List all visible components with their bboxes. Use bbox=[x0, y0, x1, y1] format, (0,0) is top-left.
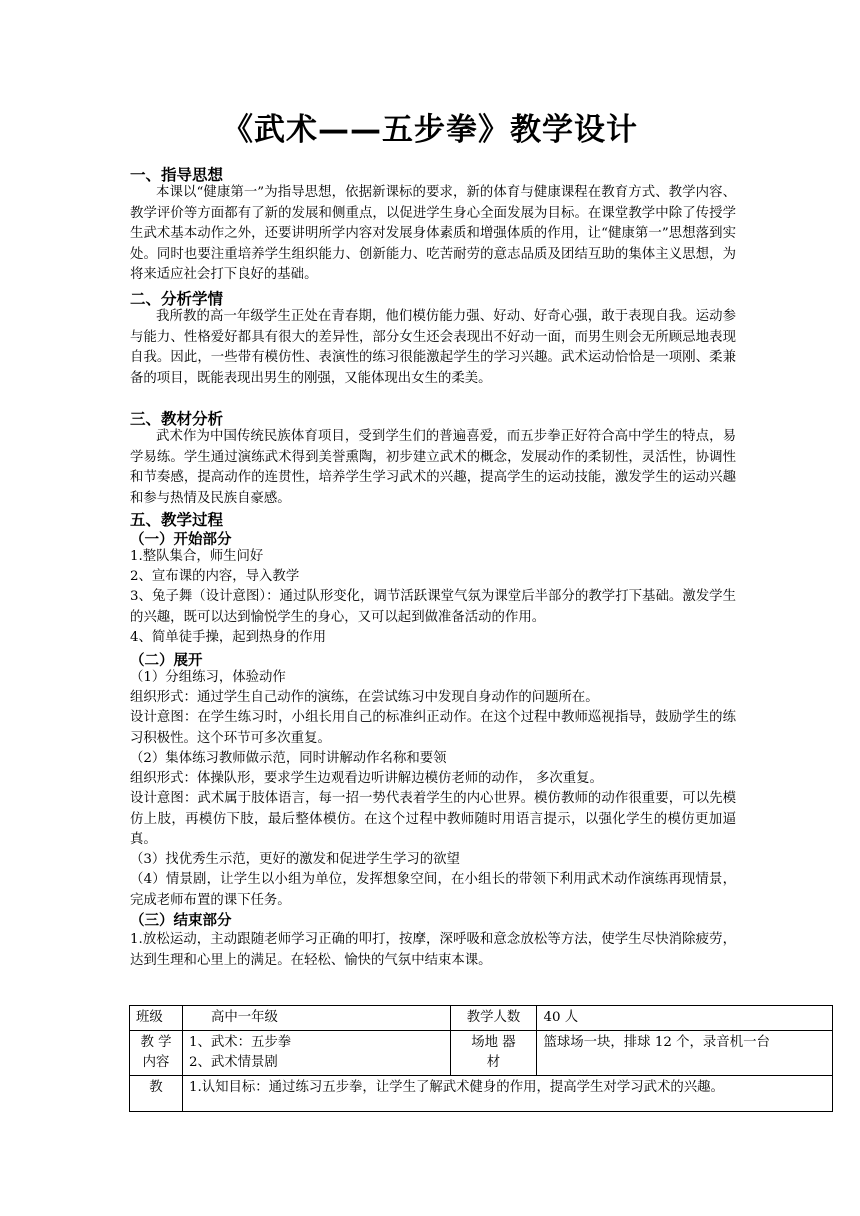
list-item: （1）分组练习，体验动作 bbox=[130, 670, 286, 685]
table-cell-objective-label: 教 bbox=[130, 1076, 183, 1112]
table-cell-equipment-value: 篮球场一块，排球 12 个，录音机一台 bbox=[537, 1031, 833, 1076]
list-item: （4）情景剧，让学生以小组为单位，发挥想象空间，在小组长的带领下利用武术动作演练再现情景，完成老师布置的课下任务。 bbox=[130, 872, 736, 908]
section-heading-teaching-process: 五、教学过程 bbox=[130, 511, 224, 529]
subheading-development: （二）展开 bbox=[130, 653, 203, 669]
lesson-info-table bbox=[129, 1005, 833, 1112]
table-row bbox=[130, 1031, 833, 1076]
table-cell-student-count-value: 40 人 bbox=[537, 1006, 833, 1031]
table-cell-objective-value: 1.认知目标：通过练习五步拳，让学生了解武术健身的作用，提高学生对学习武术的兴趣。 bbox=[182, 1076, 832, 1112]
table-cell-content-value bbox=[182, 1031, 450, 1076]
table-cell-class-label: 班级 bbox=[130, 1006, 183, 1031]
content-line: 1、武术：五步拳 bbox=[188, 1035, 292, 1050]
list-item: 2、宣布课的内容，导入教学 bbox=[130, 569, 300, 584]
list-item: 1.整队集合，师生问好 bbox=[130, 549, 264, 564]
list-item: （2）集体练习教师做示范，同时讲解动作名称和要领 bbox=[130, 751, 447, 766]
paragraph-guiding-thought: 本课以“健康第一”为指导思想，依据新课标的要求，新的体育与健康课程在教育方式、教学内容、教学评价等方面都有了新的发展和侧重点，以促进学生身心全面发展为目标。在课堂教学中除了传授学生武术基本动作之外，还要讲明所学内容对发展身体素质和增强体质的作用，让“健康第一”思想落到实处。同时也要注重培养学生组织能力、创新能力、吃苦耐劳的意志品质及团结互助的集体主义思想，为将来适应社会打下良好的基础。 bbox=[130, 185, 736, 282]
list-item: 设计意图：在学生练习时，小组长用自己的标准纠正动作。在这个过程中教师巡视指导，鼓励学生的练习积极性。这个环节可多次重复。 bbox=[130, 710, 736, 746]
paragraph-student-analysis: 我所教的高一年级学生正处在青春期，他们模仿能力强、好动、好奇心强，敢于表现自我。运动参与能力、性格爱好都具有很大的差异性，部分女生还会表现出不好动一面，而男生则会无所顾忌地表现自我。因此，一些带有模仿性、表演性的练习很能激起学生的学习兴趣。武术运动恰恰是一项刚、柔兼备的项目，既能表现出男生的刚强，又能体现出女生的柔美。 bbox=[130, 309, 736, 386]
list-item: 4、简单徒手操，起到热身的作用 bbox=[130, 630, 326, 645]
document-title: 《武术——五步拳》教学设计 bbox=[222, 112, 638, 148]
table-cell-content-label: 教 学 内容 bbox=[130, 1031, 183, 1076]
list-item: 设计意图：武术属于肢体语言，每一招一势代表着学生的内心世界。模仿教师的动作很重要，可以先模仿上肢，再模仿下肢，最后整体模仿。在这个过程中教师随时用语言提示，以强化学生的模仿更加逼真。 bbox=[130, 791, 736, 847]
subheading-opening: （一）开始部分 bbox=[130, 532, 232, 548]
table-row bbox=[130, 1076, 833, 1112]
table-cell-class-value: 高中一年级 bbox=[182, 1006, 450, 1031]
table-cell-equipment-label: 场地 器材 bbox=[450, 1031, 537, 1076]
paragraph-material-analysis: 武术作为中国传统民族体育项目，受到学生们的普遍喜爱，而五步拳正好符合高中学生的特点，易学易练。学生通过演练武术得到美誉熏陶，初步建立武术的概念，发展动作的柔韧性，灵活性，协调性和节奏感，提高动作的连贯性，培养学生学习武术的兴趣，提高学生的运动技能，激发学生的运动兴趣和参与热情及民族自豪感。 bbox=[130, 429, 736, 506]
subheading-closing: （三）结束部分 bbox=[130, 913, 232, 929]
list-item: 1.放松运动，主动跟随老师学习正确的叩打，按摩，深呼吸和意念放松等方法，使学生尽快消除疲劳，达到生理和心里上的满足。在轻松、愉快的气氛中结束本课。 bbox=[130, 932, 736, 968]
table-row bbox=[130, 1006, 833, 1031]
section-heading-material-analysis: 三、教材分析 bbox=[130, 410, 224, 428]
table-cell-student-count-label: 教学人数 bbox=[450, 1006, 537, 1031]
content-line: 2、武术情景剧 bbox=[188, 1055, 278, 1070]
list-item: 组织形式：体操队形，要求学生边观看边听讲解边模仿老师的动作， 多次重复。 bbox=[130, 771, 603, 786]
list-item: 3、兔子舞（设计意图）：通过队形变化，调节活跃课堂气氛为课堂后半部分的教学打下基础。激发学生的兴趣，既可以达到愉悦学生的身心，又可以起到做准备活动的作用。 bbox=[130, 589, 736, 625]
list-item: （3）找优秀生示范，更好的激发和促进学生学习的欲望 bbox=[130, 852, 460, 867]
section-heading-student-analysis: 二、分析学情 bbox=[130, 290, 224, 308]
section-heading-guiding-thought: 一、指导思想 bbox=[130, 166, 224, 184]
list-item: 组织形式：通过学生自己动作的演练，在尝试练习中发现自身动作的问题所在。 bbox=[130, 690, 599, 705]
